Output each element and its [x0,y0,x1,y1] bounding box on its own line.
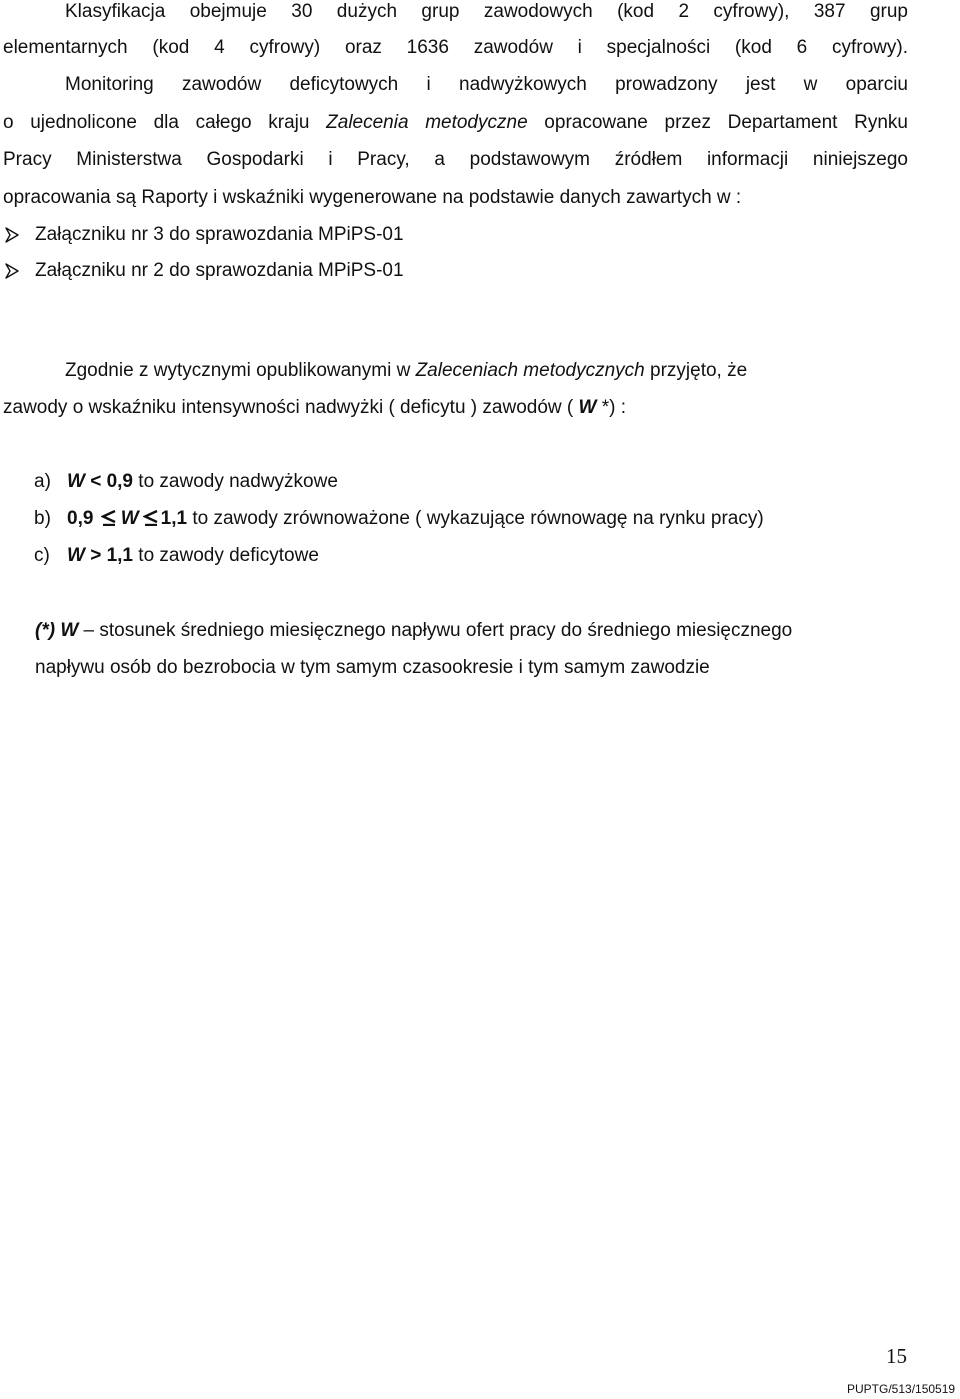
paragraph1-line4 [3,111,908,135]
criterion-marker: b) [34,508,51,529]
criterion-description: to zawody zrównoważone ( wykazujące równowagę na rynku pracy) [187,508,764,529]
paragraph1-line4-text: o ujednolicone dla całego kraju [3,112,327,133]
footnote-marker: (*) [35,620,56,641]
footnote-line2: napływu osób do bezrobocia w tym samym czasookresie i tym samym zawodzie [35,657,710,678]
bullet-item-text: Załączniku nr 2 do sprawozdania MPiPS-01 [35,260,404,281]
w-symbol: W [67,545,85,566]
paragraph2-line2-text: zawody o wskaźniku intensywności nadwyżki ( deficytu ) zawodów ( [3,397,579,418]
paragraph2-line2-rest: *) : [596,397,627,418]
zaleceniach-metodycznych-title: Zaleceniach metodycznych [415,360,645,381]
criterion-description: to zawody nadwyżkowe [133,471,338,492]
paragraph1-line4-rest: opracowane przez Departament Rynku [527,112,908,133]
less-or-equal-icon [101,509,117,526]
w-symbol: W [67,471,85,492]
footnote-text: – stosunek średniego miesięcznego napływu ofert pracy do średniego miesięcznego [78,620,793,641]
criterion-lower-bound: 0,9 [67,508,99,529]
w-symbol: W [60,620,79,641]
w-symbol: W [120,508,139,529]
criterion-marker: a) [34,471,51,492]
paragraph1-line1: Klasyfikacja obejmuje 30 dużych grup zawodowych (kod 2 cyfrowy), 387 grup [65,1,908,22]
paragraph2-line1-rest: przyjęto, że [644,360,748,381]
criterion-marker: c) [34,545,50,566]
less-or-equal-icon [143,509,159,526]
paragraph1-line6: opracowania są Raporty i wskaźniki wygenerowane na podstawie danych zawartych w : [3,187,742,208]
bullet-item-text: Załączniku nr 3 do sprawozdania MPiPS-01 [35,224,404,245]
criterion-condition: < 0,9 [84,471,134,492]
footnote-line1 [35,619,960,643]
paragraph1-line3: Monitoring zawodów deficytowych i nadwyżkowych prowadzony jest w oparciu [65,74,908,95]
criterion-description: to zawody deficytowe [133,545,319,566]
zalecenia-metodyczne-title: Zalecenia metodyczne [326,112,528,133]
arrowhead-bullet-icon [4,227,20,243]
paragraph2-line2 [3,396,960,420]
paragraph1-line2: elementarnych (kod 4 cyfrowy) oraz 1636 zawodów i specjalności (kod 6 cyfrowy). [3,37,908,58]
arrowhead-bullet-icon [4,263,20,279]
paragraph2-line1-text: Zgodnie z wytycznymi opublikowanymi w [65,360,416,381]
w-symbol: W [578,397,597,418]
criterion-upper-bound: 1,1 [160,508,188,529]
page-number: 15 [886,1344,907,1368]
document-code: PUPTG/513/150519 [847,1382,956,1396]
paragraph1-line5: Pracy Ministerstwa Gospodarki i Pracy, a podstawowym źródłem informacji niniejszego [3,149,908,170]
paragraph2-line1 [65,359,960,383]
criterion-condition: > 1,1 [84,545,134,566]
